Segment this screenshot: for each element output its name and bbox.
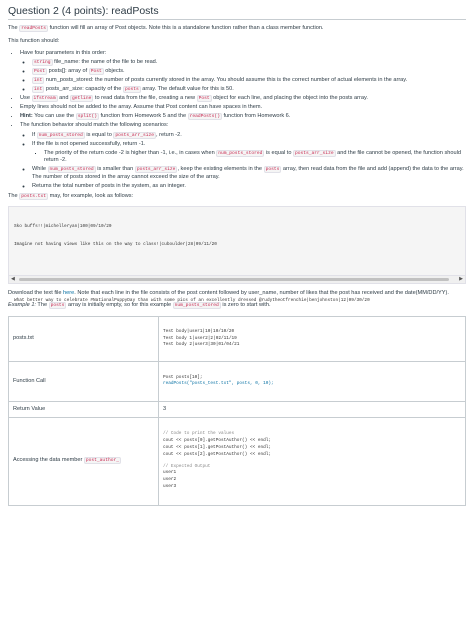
priority-list: [44, 150, 466, 165]
list-item: [32, 68, 466, 76]
code-num-posts-stored: num_posts_stored: [174, 303, 219, 309]
text: Use: [20, 95, 32, 102]
code-line: cout << posts[2].getPostAuthor() << endl;: [163, 451, 272, 457]
param-code: Post: [90, 69, 102, 75]
table-label: [9, 417, 159, 505]
param-text: file_name: the name of the file to be read.: [52, 59, 158, 66]
params-list: [32, 59, 466, 94]
table-value: [159, 417, 466, 505]
table-label: Function Call: [9, 361, 159, 401]
text: and the file cannot be opened, the function should return -2.: [44, 149, 461, 164]
text: may, for example, look as follows:: [48, 193, 134, 200]
list-item-text: The function behavior should match the following scenarios:: [20, 122, 169, 129]
code-posts: posts: [50, 303, 65, 309]
code-posts: posts: [265, 167, 280, 173]
table-label: posts.txt: [9, 316, 159, 361]
code-line: Post posts[10];: [163, 374, 203, 380]
code-num-posts-stored: num_posts_stored: [38, 132, 83, 138]
text: , return -2.: [156, 131, 182, 138]
code-line: user2: [163, 477, 177, 483]
text: The: [35, 302, 49, 309]
list-item: [20, 95, 466, 103]
text: and: [57, 95, 71, 102]
requirements-list: [20, 50, 466, 190]
text: You can use the: [32, 113, 76, 120]
file-line: [14, 260, 460, 268]
text: , keep the existing elements in the: [177, 166, 264, 173]
list-item: [20, 50, 466, 94]
table-row: [9, 401, 466, 417]
param-code: posts: [124, 87, 139, 93]
horizontal-scrollbar[interactable]: [8, 276, 466, 284]
list-item: [32, 141, 466, 165]
code-readposts: readPosts(): [189, 114, 220, 120]
text: Accessing the data member: [13, 457, 84, 464]
text: If: [32, 131, 37, 138]
text: While: [32, 166, 48, 173]
code-line: Test body 1|user2|2|02/11/19: [163, 335, 237, 341]
example-label: Example 1:: [8, 302, 36, 309]
code-line: user3: [163, 484, 177, 490]
text: is zero to start with.: [220, 302, 271, 309]
list-item: [32, 59, 466, 67]
file-intro: [8, 193, 466, 201]
param-type: int: [34, 87, 43, 93]
table-row: [9, 316, 466, 361]
param-text: array. The default value for this is 50.: [140, 86, 234, 93]
scenarios-list: [32, 132, 466, 191]
table-value: [159, 316, 466, 361]
list-item: [32, 166, 466, 181]
list-item: [32, 77, 466, 85]
intro-text: The: [8, 25, 20, 31]
list-item: [44, 150, 466, 165]
scrollbar-thumb[interactable]: [19, 278, 449, 281]
code-line: // Expected Output: [163, 463, 211, 469]
scroll-left-icon[interactable]: ◀: [11, 275, 15, 282]
param-text: posts_arr_size: capacity of the: [44, 86, 123, 93]
file-line: Sko buffs!!|michelleryan|100|09/10/20: [14, 223, 112, 229]
intro-paragraph: [8, 25, 466, 33]
text: to read data from the file, creating a new: [93, 95, 197, 102]
list-item-text: If the file is not opened successfully, return -1.: [32, 140, 146, 147]
text: The priority of the return code -2 is higher than -1, i.e., in cases when: [44, 149, 217, 156]
text: array, then read data from the file and add (append) the data to the array. The number of posts stored in the array cannot exceed the size of the array.: [32, 166, 464, 180]
param-type: string: [34, 60, 51, 66]
example-paragraph: [8, 302, 466, 310]
code-posts-arr-size: posts_arr_size: [294, 150, 334, 156]
text: The: [8, 193, 20, 200]
question-title: Question 2 (4 points): readPosts: [8, 0, 466, 20]
text: function from Homework 6.: [221, 113, 291, 120]
text: Download the text file: [8, 289, 64, 296]
list-item-text: Have four parameters in this order:: [20, 50, 107, 57]
text: is equal to: [84, 131, 114, 138]
table-label: Return Value: [9, 401, 159, 417]
code-posts-arr-size: posts_arr_size: [136, 167, 176, 173]
code-split: split(): [77, 114, 97, 120]
download-link[interactable]: here: [63, 289, 75, 296]
scroll-right-icon[interactable]: ▶: [459, 275, 463, 282]
intro-text-2: function will fill an array of Post objects. Note this is a standalone function rather than a class member function.: [48, 25, 324, 31]
list-item: ◦ Returns the total number of posts in the system, as an integer.: [32, 183, 466, 191]
example-table: [8, 316, 466, 506]
text: is equal to: [264, 149, 293, 156]
code-num-posts-stored: num_posts_stored: [49, 167, 94, 173]
code-line: Test body 2|user3|30|01/04/21: [163, 342, 240, 348]
should-paragraph: This function should:: [8, 37, 60, 44]
table-value: [159, 361, 466, 401]
file-line: Imagine not having views like this on the way to class!|cuboulder|28|09/11/20: [14, 241, 217, 247]
code-post: Post: [198, 96, 210, 102]
code-ifstream: ifstream: [33, 96, 56, 102]
code-line: readPosts("posts_test.txt", posts, 0, 10);: [163, 381, 274, 387]
code-num-posts-stored: num_posts_stored: [218, 150, 263, 156]
code-getline: getline: [72, 96, 92, 102]
code-line: cout << posts[0].getPostAuthor() << endl;: [163, 438, 272, 444]
table-row: [9, 361, 466, 401]
hint-label: Hint:: [20, 113, 33, 120]
code-line: Test body|user1|10|10/10/20: [163, 328, 235, 334]
file-line: What better way to celebrate #NationalPuppyDay than with some pics of an excellently dressed @rudytheotfrenchie|benjohnston|12|09/30/20: [14, 297, 370, 303]
param-text: posts[]: array of: [47, 68, 89, 75]
list-item: • Empty lines should not be added to the array. Assume that Post content can have spaces in them.: [20, 104, 466, 112]
text: function from Homework 5 and the: [99, 113, 188, 120]
list-item: [20, 113, 466, 121]
list-item: [32, 132, 466, 140]
download-paragraph: [8, 290, 466, 298]
param-text: objects.: [103, 68, 125, 75]
code-posts-txt: posts.txt: [21, 194, 47, 200]
text: array is initially empty, so for this example: [66, 302, 173, 309]
code-line: cout << posts[1].getPostAuthor() << endl;: [163, 444, 272, 450]
param-text: num_posts_stored: the number of posts currently stored in the array. You should assume this is the correct number of actual elements in the array.: [44, 77, 408, 84]
code-posts-arr-size: posts_arr_size: [115, 132, 154, 138]
list-item: [20, 122, 466, 190]
text: is smaller than: [95, 166, 135, 173]
text: . Note that each line in the file consists of the post content followed by user_name, number of likes that the post has received and the date(MM/DD/YY).: [74, 289, 449, 296]
param-type: Post: [34, 69, 46, 75]
list-item: [32, 86, 466, 94]
table-value: 3: [159, 401, 466, 417]
code-line: user1: [163, 470, 177, 476]
code-post-author: post_author_: [85, 458, 119, 464]
table-row: [9, 417, 466, 505]
code-line: // Code to print the values: [163, 431, 235, 437]
code-readposts: readPosts: [21, 26, 47, 31]
text: object for each line, and placing the object into the posts array.: [211, 95, 368, 102]
param-type: int: [34, 78, 43, 84]
